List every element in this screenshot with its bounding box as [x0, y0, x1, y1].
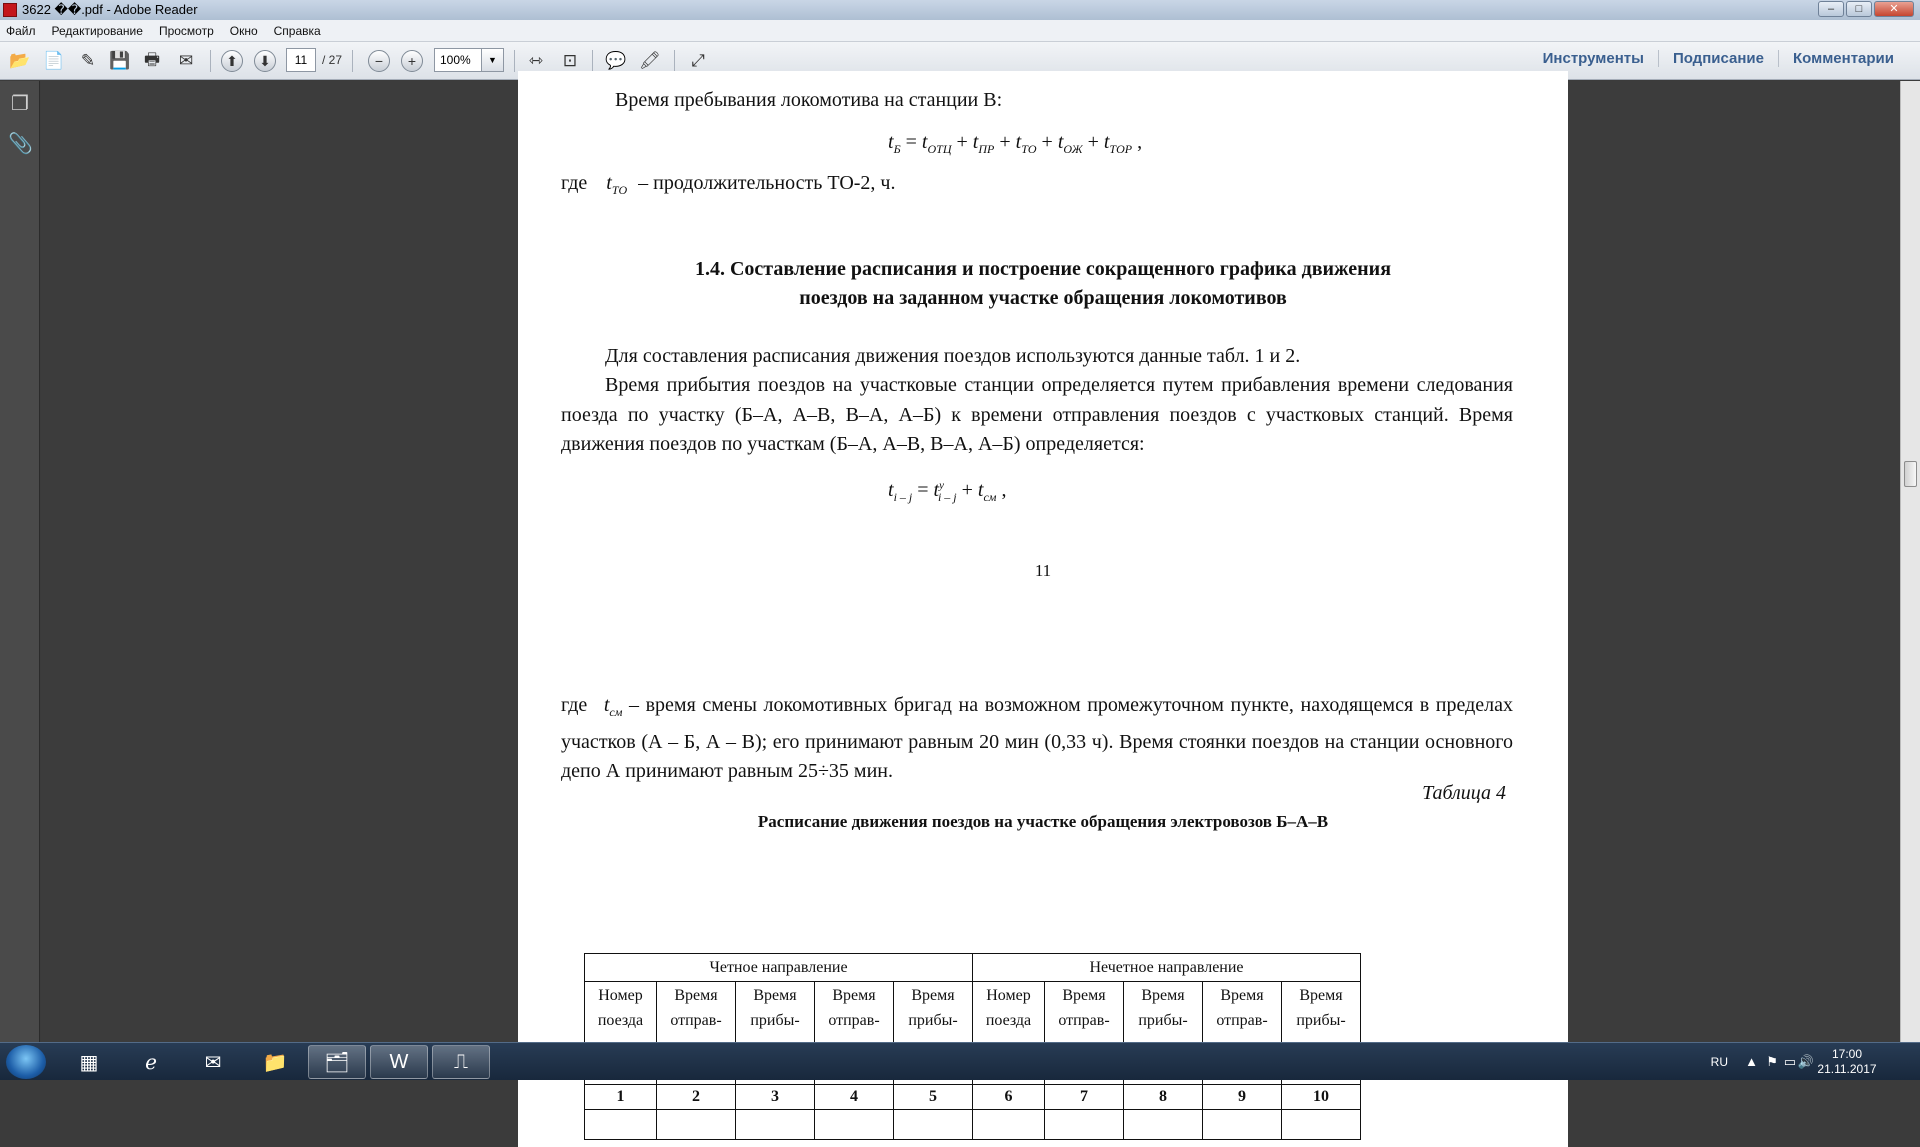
table-cell: [894, 1110, 973, 1140]
toolbar-separator: [210, 50, 211, 72]
table-cell: 3: [736, 1085, 815, 1110]
volume-icon[interactable]: 🔊: [1797, 1054, 1814, 1069]
table-cell: 1: [585, 1085, 657, 1110]
language-indicator[interactable]: RU: [1710, 1055, 1728, 1069]
action-center-flag-icon[interactable]: ⚑: [1766, 1054, 1778, 1069]
menu-window[interactable]: Окно: [229, 23, 258, 38]
table-cell: [1124, 1110, 1203, 1140]
table-header: Номер поезда: [585, 982, 657, 1085]
task-panes: [1529, 50, 1908, 67]
edit-icon[interactable]: ✎: [80, 51, 96, 70]
table-cell: 9: [1203, 1085, 1282, 1110]
comment-pane-button[interactable]: Комментарии: [1778, 50, 1908, 67]
table-cell: [657, 1110, 736, 1140]
table-header: Время отправ-: [815, 982, 894, 1085]
email-icon[interactable]: ✉: [178, 51, 194, 70]
table-row: [585, 1110, 1361, 1140]
toolbar-separator: [674, 50, 675, 72]
page-thumbnails-icon[interactable]: ❐: [11, 93, 29, 115]
section-heading-line-2: поездов на заданном участке обращения локомотивов: [799, 287, 1287, 309]
scrollbar-thumb[interactable]: [1904, 461, 1917, 487]
comment-icon[interactable]: 💬: [605, 51, 627, 70]
zoom-in-icon[interactable]: +: [401, 50, 423, 72]
table-cell: 2: [657, 1085, 736, 1110]
outlook-taskbar-icon[interactable]: ✉: [204, 1051, 222, 1074]
menu-view[interactable]: Просмотр: [158, 23, 214, 38]
table-header: Время отправ-: [1203, 982, 1282, 1085]
show-hidden-icons-icon[interactable]: ▲: [1745, 1054, 1758, 1069]
where-line: где $t_{ТО}$ – продолжительность ТО-2, ч.: [561, 172, 896, 197]
sign-pane-button[interactable]: Подписание: [1658, 50, 1778, 67]
title-bar: [0, 0, 1920, 20]
table-header: Время прибы-: [1124, 982, 1203, 1085]
calculator-taskbar-icon[interactable]: ▦: [79, 1051, 99, 1074]
print-icon[interactable]: 🖶: [143, 49, 161, 69]
adobe-reader-icon: [3, 3, 17, 17]
table-header: Нечетное направление: [973, 954, 1361, 982]
toolbar-separator: [514, 50, 515, 72]
window-controls: [1818, 1, 1914, 17]
create-pdf-icon[interactable]: 📄: [43, 51, 65, 70]
word-taskbar-icon[interactable]: W: [370, 1045, 428, 1079]
file-manager-taskbar-icon[interactable]: 🗂: [308, 1045, 366, 1079]
table-cell: [585, 1110, 657, 1140]
highlight-icon[interactable]: 🖍: [639, 51, 661, 70]
table-header: Время прибы-: [1282, 982, 1361, 1085]
table-header: Время прибы-: [736, 982, 815, 1085]
table-title: Расписание движения поездов на участке обращения электровозов Б–А–В: [757, 812, 1329, 831]
menu-edit[interactable]: Редактирование: [51, 23, 143, 38]
attachments-icon[interactable]: 📎: [8, 133, 33, 155]
table-cell: [1203, 1110, 1282, 1140]
zoom-input[interactable]: 100%: [434, 48, 482, 72]
page-number: 11: [1034, 561, 1052, 580]
fullscreen-icon[interactable]: ⤢: [691, 51, 705, 70]
table-cell: 5: [894, 1085, 973, 1110]
table-label: Таблица 4: [1422, 782, 1506, 804]
fit-page-icon[interactable]: ⊡: [562, 51, 578, 70]
menu-help[interactable]: Справка: [273, 23, 321, 38]
table-cell: [1045, 1110, 1124, 1140]
section-heading-line-1: 1.4. Составление расписания и построение сокращенного графика движения: [694, 258, 1392, 280]
zoom-out-icon[interactable]: −: [368, 50, 390, 72]
table-cell: [736, 1110, 815, 1140]
table-row: [585, 1085, 1361, 1110]
table-cell: 8: [1124, 1085, 1203, 1110]
network-icon[interactable]: ▭: [1783, 1054, 1796, 1069]
toolbar-separator: [592, 50, 593, 72]
zoom-dropdown-button[interactable]: ▼: [482, 48, 504, 72]
formula-travel-time: $t_{i - j} = t^у_{i - j} + t_{см}$ ,: [888, 479, 1007, 504]
maximize-button[interactable]: □: [1846, 1, 1872, 17]
paragraph: Время прибытия поездов на участковые станции определяется путем прибавления времени следования поезда по участку (Б–А, А–В, В–А, А–Б) к времени отправления поездов с участковых станций. Время движения поездов по участкам (Б–А, А–В, В–А, А–Б) определяется:: [561, 374, 1513, 455]
minimize-button[interactable]: –: [1818, 1, 1844, 17]
table-cell: [815, 1110, 894, 1140]
table-cell: 10: [1282, 1085, 1361, 1110]
table-header: Время отправ-: [1045, 982, 1124, 1085]
save-icon[interactable]: 💾: [109, 51, 131, 70]
paragraph: Для составления расписания движения поездов используются данные табл. 1 и 2.: [605, 345, 1301, 367]
table-cell: 7: [1045, 1085, 1124, 1110]
clock[interactable]: 17:00 21.11.2017: [1817, 1047, 1877, 1076]
menu-file[interactable]: Файл: [6, 23, 36, 38]
window-title: 3622 ��.pdf - Adobe Reader: [22, 2, 198, 17]
tools-pane-button[interactable]: Инструменты: [1542, 50, 1644, 67]
previous-page-icon[interactable]: ⬆: [221, 50, 243, 72]
table-cell: [1282, 1110, 1361, 1140]
table-header: Четное направление: [585, 954, 973, 982]
table-cell: 4: [815, 1085, 894, 1110]
close-button[interactable]: ✕: [1874, 1, 1914, 17]
pdf-page-11: [518, 71, 1568, 721]
table-row: [585, 954, 1361, 982]
vertical-scrollbar[interactable]: [1900, 81, 1920, 1042]
navigation-panel: [0, 81, 40, 1042]
taskbar: [0, 1042, 1920, 1080]
text-line: Время пребывания локомотива на станции В:: [615, 89, 1003, 111]
internet-explorer-taskbar-icon[interactable]: ℯ: [145, 1051, 157, 1074]
formula-station-time: $t_Б = t_{ОТЦ} + t_{ПР} + t_{ТО} + t_{ОЖ} + t_{ТОР}$ ,: [888, 131, 1143, 156]
open-icon[interactable]: 📂: [9, 51, 31, 70]
page-total: / 27: [322, 53, 343, 67]
paragraph: где $t_{см}$ – время смены локомотивных бригад на возможном промежуточном пункте, находящемся в пределах участков (А – Б, А – В); его принимают равным 20 мин (0,33 ч). Время стоянки поездов на станции основного депо А принимают равным 25÷35 мин.: [561, 694, 1514, 782]
table-header: Время прибы-: [894, 982, 973, 1085]
table-cell: [973, 1110, 1045, 1140]
toolbar-separator: [352, 50, 353, 72]
page-number-input[interactable]: 11: [286, 48, 316, 72]
explorer-taskbar-icon[interactable]: 📁: [262, 1051, 288, 1074]
menu-bar: [0, 20, 1920, 42]
adobe-reader-taskbar-icon[interactable]: ⎍: [432, 1045, 490, 1079]
fit-width-icon[interactable]: ⇿: [528, 51, 544, 70]
next-page-icon[interactable]: ⬇: [254, 50, 276, 72]
table-header: Время отправ-: [657, 982, 736, 1085]
table-header: Номер поезда: [973, 982, 1045, 1085]
table-cell: 6: [973, 1085, 1045, 1110]
start-button[interactable]: [6, 1045, 46, 1079]
